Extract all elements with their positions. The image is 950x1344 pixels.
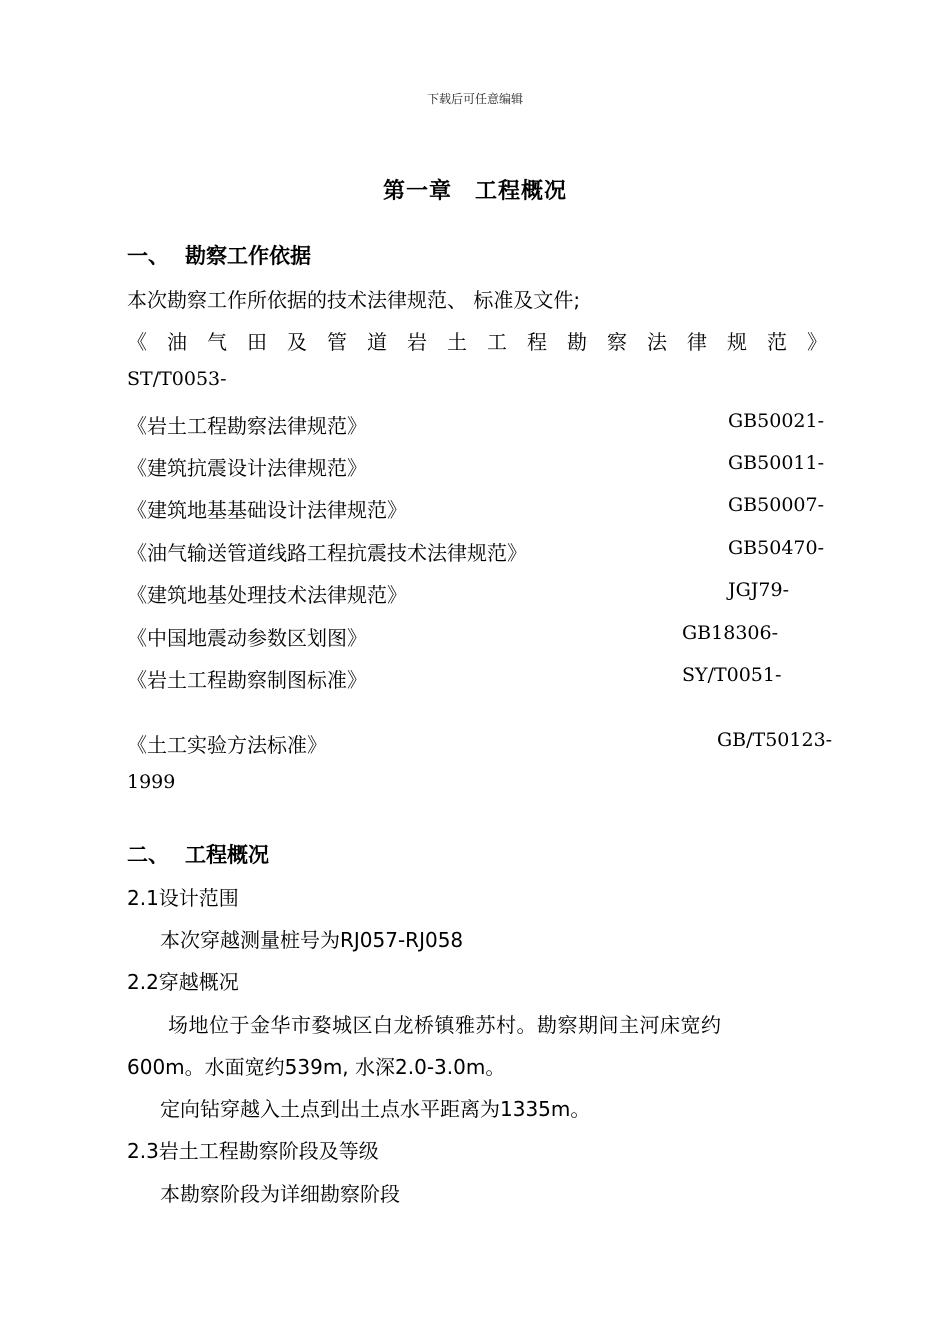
reference-code: GB50470- [728, 537, 825, 559]
reference-row [127, 494, 827, 520]
subsection-heading-2-3: 2.3岩土工程勘察阶段及等级 [127, 1139, 379, 1163]
spaced-reference-char: 管 [327, 330, 347, 354]
header-note: 下载后可任意编辑 [426, 92, 523, 106]
spaced-reference-char: 油 [167, 330, 187, 354]
crossing-distance-text: 定向钻穿越入土点到出土点水平距离为1335m。 [160, 1097, 591, 1121]
reference-row [127, 410, 827, 436]
spaced-reference-char: 气 [207, 330, 227, 354]
reference-row [127, 729, 833, 757]
reference-year: 1999 [127, 771, 176, 793]
reference-code: GB18306- [682, 622, 779, 644]
reference-title: 《岩土工程勘察法律规范》 [127, 414, 367, 438]
spaced-reference-char: 律 [687, 330, 707, 354]
spaced-reference-char: 察 [607, 330, 627, 354]
spaced-reference [127, 326, 827, 355]
spaced-reference-char: 岩 [407, 330, 427, 354]
reference-row [127, 452, 827, 478]
reference-title: 《建筑地基处理技术法律规范》 [127, 583, 407, 607]
reference-title: 《土工实验方法标准》 [127, 733, 327, 757]
section-heading-1 [127, 240, 311, 270]
reference-title: 《岩土工程勘察制图标准》 [127, 668, 367, 692]
reference-code: GB50011- [728, 452, 825, 474]
subsection-heading-2-2: 2.2穿越概况 [127, 970, 239, 994]
subsection-heading-2-1: 2.1设计范围 [127, 886, 239, 910]
spaced-reference-char: 道 [367, 330, 387, 354]
crossing-overview-text: 场地位于金华市婺城区白龙桥镇雅苏村。勘察期间主河床宽约 [168, 1013, 722, 1037]
spaced-reference-char: 程 [527, 330, 547, 354]
section-title: 工程概况 [185, 843, 269, 867]
crossing-overview-text: 600m。水面宽约539m, 水深2.0-3.0m。 [127, 1055, 506, 1079]
spaced-reference-char: 勘 [567, 330, 587, 354]
reference-row [127, 664, 827, 690]
section-number: 一、 [127, 244, 169, 268]
spaced-reference-char: 范 [767, 330, 787, 354]
section-heading-2 [127, 839, 269, 869]
reference-title: 《中国地震动参数区划图》 [127, 626, 367, 650]
section-title: 勘察工作依据 [185, 244, 311, 268]
survey-stage-text: 本勘察阶段为详细勘察阶段 [160, 1182, 400, 1206]
design-scope-text: 本次穿越测量桩号为RJ057-RJ058 [160, 928, 464, 952]
reference-row [127, 579, 827, 605]
chapter-title: 第一章 工程概况 [382, 179, 567, 204]
reference-title: 《油气输送管道线路工程抗震技术法律规范》 [127, 541, 527, 565]
reference-row [127, 537, 827, 563]
reference-title: 《建筑抗震设计法律规范》 [127, 456, 367, 480]
spaced-reference-char: 土 [447, 330, 467, 354]
section-number: 二、 [127, 843, 169, 867]
spaced-reference-code: ST/T0053- [127, 368, 227, 390]
reference-code: GB/T50123- [717, 729, 833, 751]
spaced-reference-char: 及 [287, 330, 307, 354]
reference-code: GB50007- [728, 494, 825, 516]
reference-row [127, 622, 827, 648]
intro-text: 本次勘察工作所依据的技术法律规范、 标准及文件; [127, 288, 581, 312]
spaced-reference-char: 《 [127, 330, 147, 354]
spaced-reference-char: 》 [807, 330, 827, 354]
reference-code: SY/T0051- [682, 664, 782, 686]
reference-code: JGJ79- [728, 579, 790, 601]
spaced-reference-char: 规 [727, 330, 747, 354]
spaced-reference-char: 工 [487, 330, 507, 354]
spaced-reference-char: 法 [647, 330, 667, 354]
spaced-reference-char: 田 [247, 330, 267, 354]
reference-code: GB50021- [728, 410, 825, 432]
reference-title: 《建筑地基基础设计法律规范》 [127, 498, 407, 522]
